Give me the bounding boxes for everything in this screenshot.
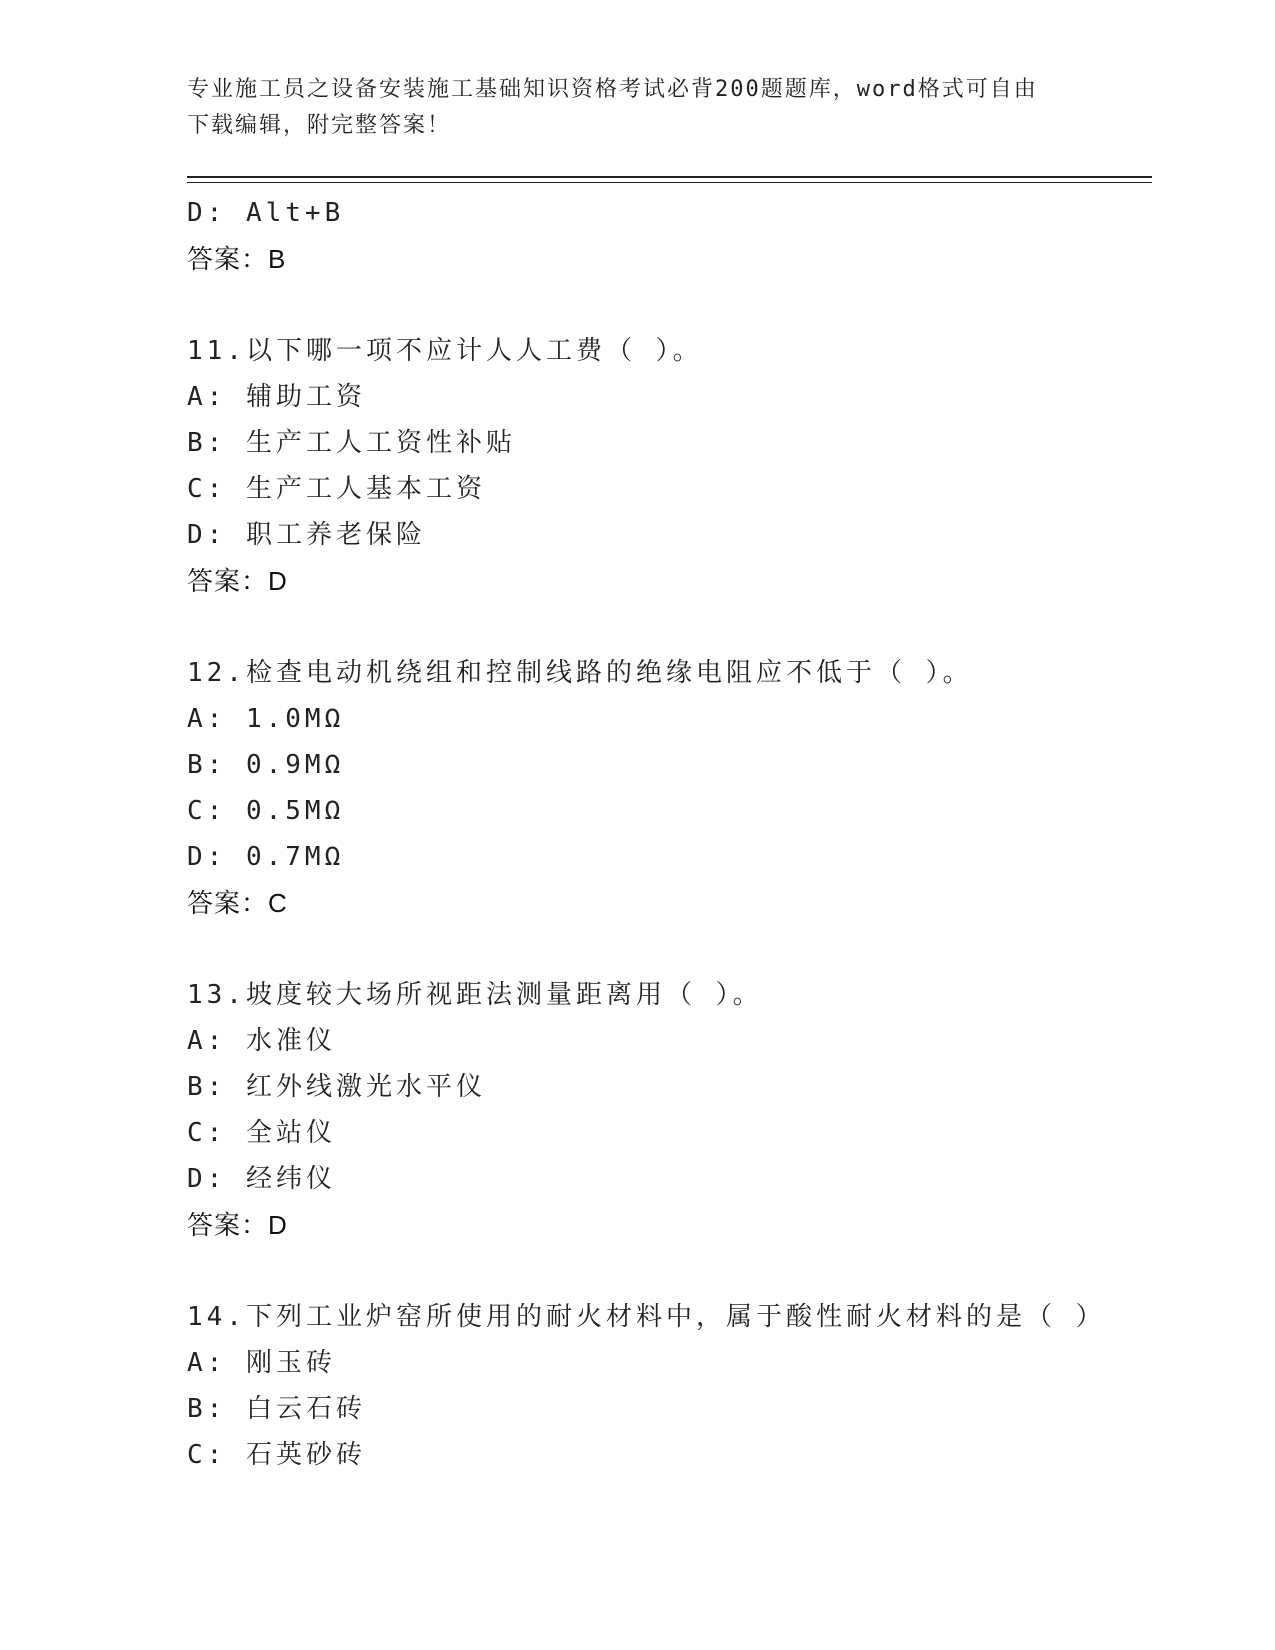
question-stem: 14.下列工业炉窑所使用的耐火材料中，属于酸性耐火材料的是（ ） bbox=[187, 1302, 1106, 1332]
option-a: A: 刚玉砖 bbox=[187, 1348, 336, 1378]
question-11 bbox=[187, 328, 1147, 604]
question-stem: 13.坡度较大场所视距法测量距离用（ ）。 bbox=[187, 980, 763, 1010]
option-d: D: Alt+B bbox=[187, 198, 345, 228]
option-b: B: 生产工人工资性补贴 bbox=[187, 428, 516, 458]
question-13 bbox=[187, 972, 1147, 1248]
option-c: C: 石英砂砖 bbox=[187, 1440, 366, 1470]
previous-question-tail bbox=[187, 190, 1147, 282]
question-stem: 11.以下哪一项不应计人人工费（ ）。 bbox=[187, 336, 703, 366]
option-b: B: 白云石砖 bbox=[187, 1394, 366, 1424]
option-b: B: 红外线激光水平仪 bbox=[187, 1072, 486, 1102]
spacer bbox=[187, 1248, 1147, 1294]
question-stem: 12.检查电动机绕组和控制线路的绝缘电阻应不低于（ ）。 bbox=[187, 658, 973, 688]
option-d: D: 0.7MΩ bbox=[187, 842, 345, 872]
answer-line: 答案：D bbox=[187, 1210, 288, 1240]
option-a: A: 辅助工资 bbox=[187, 382, 366, 412]
spacer bbox=[187, 604, 1147, 650]
header-divider-thick bbox=[187, 176, 1152, 178]
spacer bbox=[187, 926, 1147, 972]
question-list bbox=[187, 190, 1147, 1478]
option-d: D: 职工养老保险 bbox=[187, 520, 426, 550]
question-14 bbox=[187, 1294, 1147, 1478]
option-b: B: 0.9MΩ bbox=[187, 750, 345, 780]
header-divider-thin bbox=[187, 182, 1152, 183]
question-12 bbox=[187, 650, 1147, 926]
answer-line: 答案：C bbox=[187, 888, 288, 918]
header-title-line-2: 下载编辑，附完整答案！ bbox=[187, 113, 452, 138]
header-title-line-1: 专业施工员之设备安装施工基础知识资格考试必背200题题库，word格式可自由 bbox=[187, 77, 1038, 102]
answer-line: 答案：B bbox=[187, 244, 287, 274]
document-header bbox=[187, 72, 1087, 144]
spacer bbox=[187, 282, 1147, 328]
option-d: D: 经纬仪 bbox=[187, 1164, 336, 1194]
option-a: A: 水准仪 bbox=[187, 1026, 336, 1056]
option-c: C: 生产工人基本工资 bbox=[187, 474, 486, 504]
answer-line: 答案：D bbox=[187, 566, 288, 596]
option-a: A: 1.0MΩ bbox=[187, 704, 345, 734]
option-c: C: 0.5MΩ bbox=[187, 796, 345, 826]
option-c: C: 全站仪 bbox=[187, 1118, 336, 1148]
